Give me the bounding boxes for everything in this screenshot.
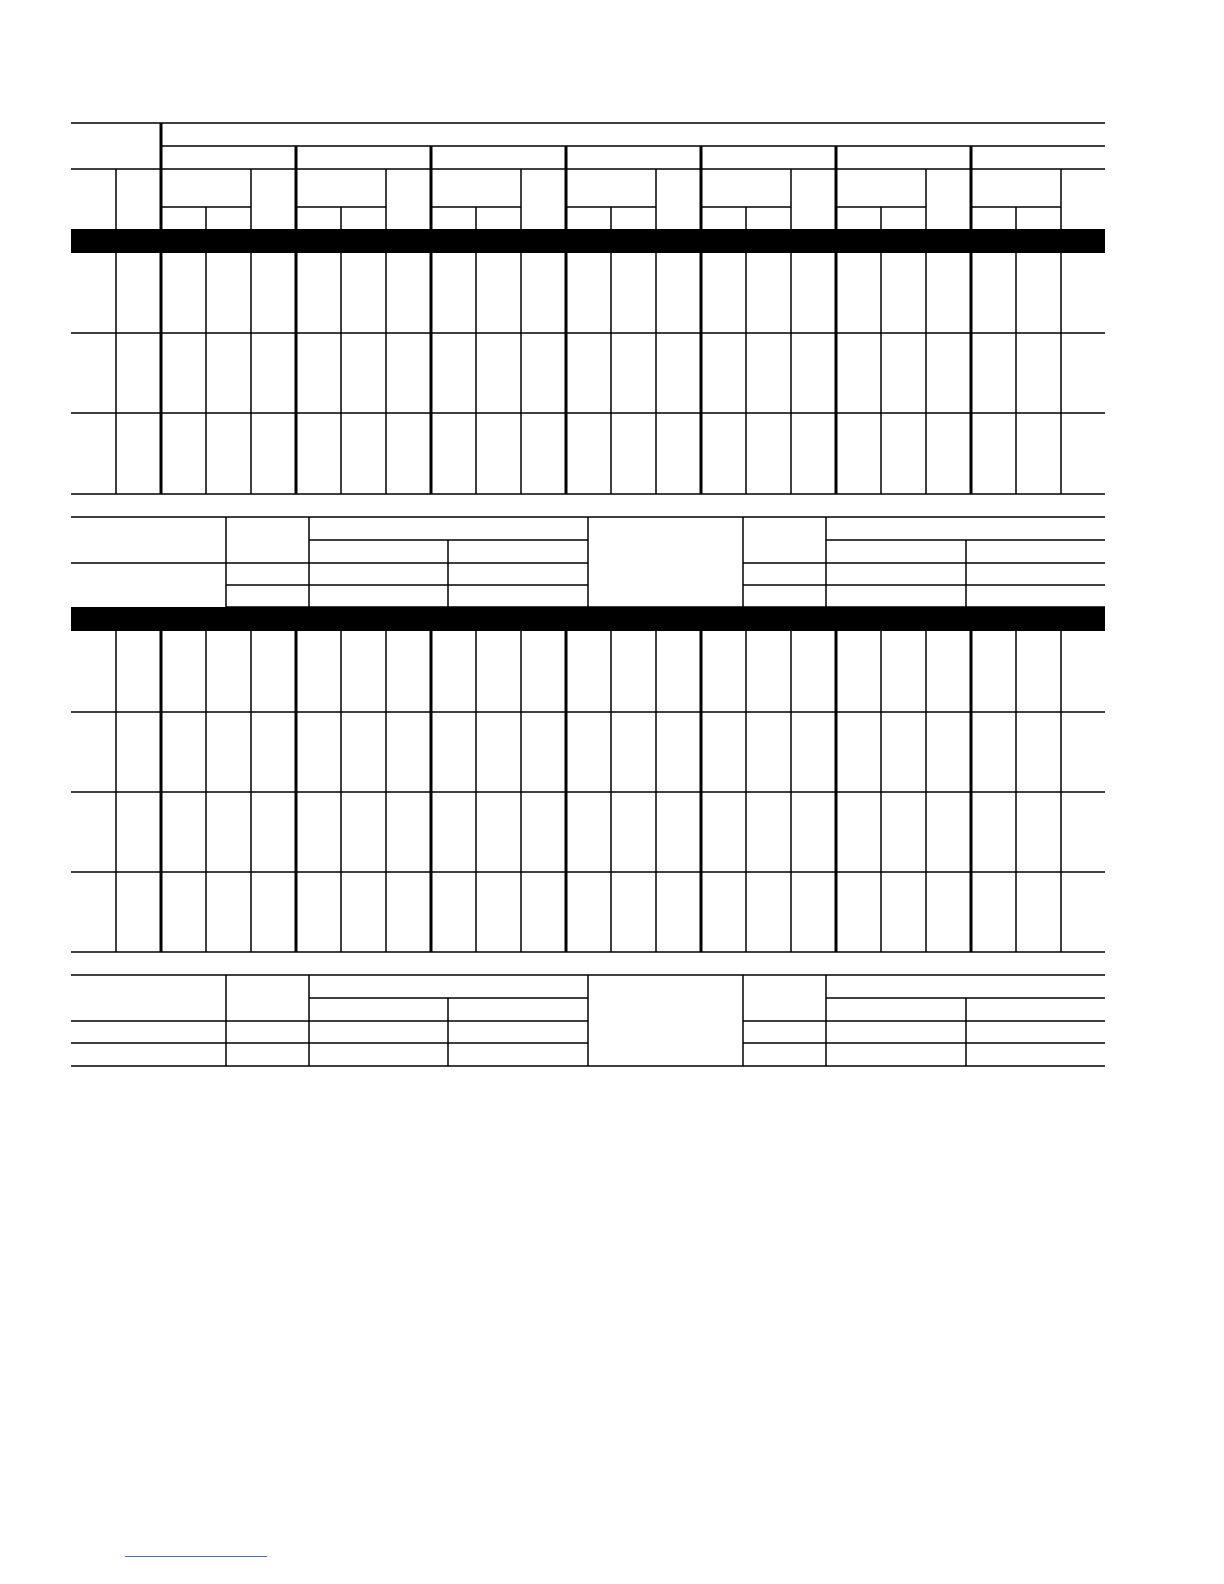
table-1-section-band [71, 229, 1105, 253]
table-2-section-band [71, 607, 1105, 631]
footer-link-rule[interactable] [125, 1556, 267, 1557]
